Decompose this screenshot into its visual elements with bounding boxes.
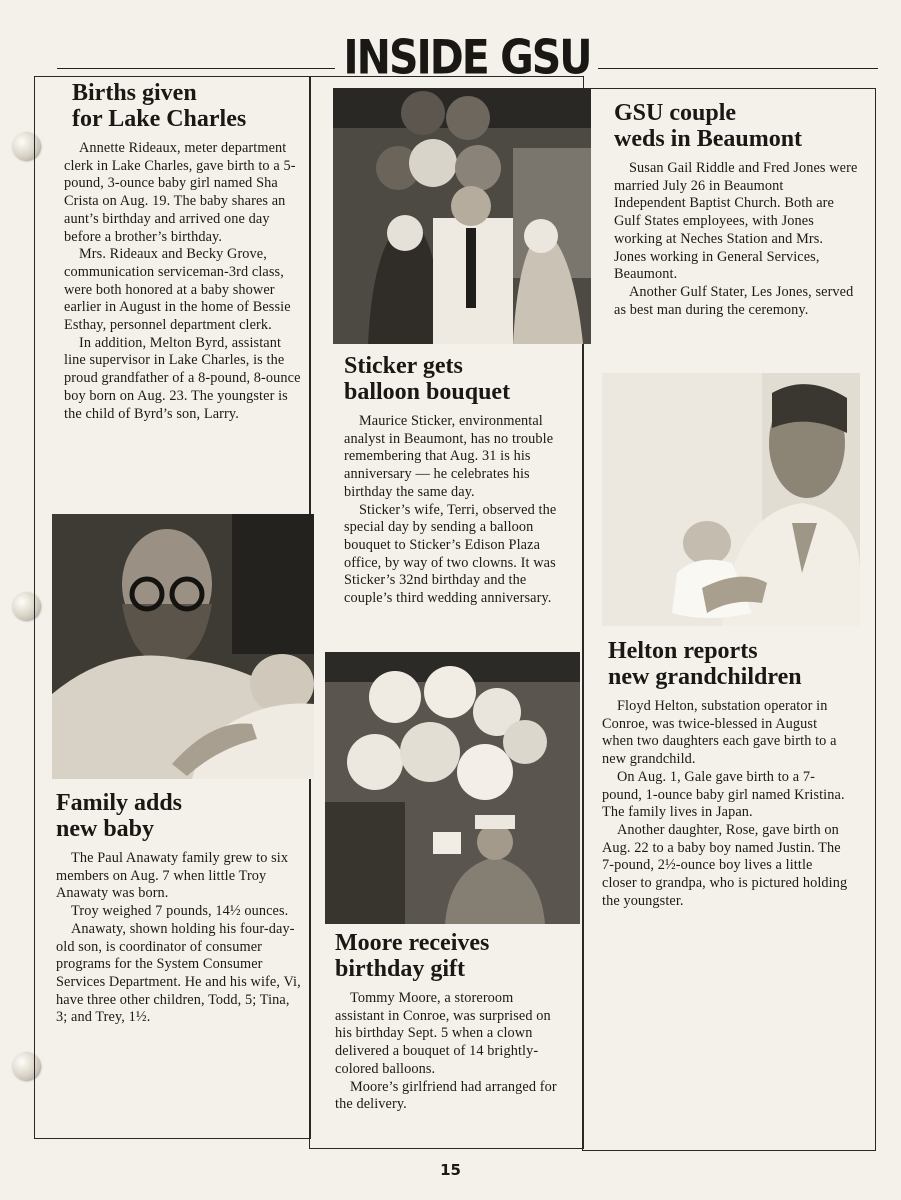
paragraph: Another daughter, Rose, gave birth on Aug. 22 to a baby boy named Justin. The 7-pound, 2½-ounce boy lives a little closer to grandpa, who is pictured holding the youngster.	[602, 821, 848, 909]
headline-line-1: GSU couple	[614, 100, 737, 126]
article-moore-body	[335, 990, 557, 1114]
photo-helton-with-grandchild	[602, 373, 860, 626]
paragraph: Anawaty, shown holding his four-day-old son, is coordinator of consumer programs for the System Consumer Services Department. He and his wife, Vi, have three other children, Todd, 5; Tina, 3; and Trey, 1½.	[56, 920, 301, 1026]
article-couple-headline	[614, 100, 858, 152]
article-couple	[614, 100, 858, 319]
photo-father-with-newborn	[52, 514, 314, 779]
headline-line-2: for Lake Charles	[72, 106, 247, 132]
paragraph: Another Gulf Stater, Les Jones, served as best man during the ceremony.	[614, 283, 854, 318]
headline-line-1: Sticker gets	[344, 353, 463, 379]
photo-moore-with-balloons	[325, 652, 580, 924]
article-helton	[602, 638, 848, 910]
article-births	[56, 80, 302, 423]
masthead-rule-left	[57, 68, 335, 69]
article-helton-headline	[602, 638, 848, 690]
masthead-title: INSIDE GSU	[343, 30, 591, 86]
article-births-headline	[56, 80, 302, 132]
article-sticker-body	[344, 413, 576, 608]
headline-line-2: new baby	[56, 816, 155, 842]
paragraph: Mrs. Rideaux and Becky Grove, communication serviceman-3rd class, were both honored at a baby shower earlier in August in the home of Bessie Esthay, personnel department clerk.	[64, 246, 291, 334]
headline-line-1: Moore receives	[335, 930, 490, 956]
article-family-body	[56, 850, 302, 1027]
article-family	[56, 790, 302, 1027]
paragraph: On Aug. 1, Gale gave birth to a 7-pound, 1-ounce baby girl named Kristina. The family lives in Japan.	[602, 768, 845, 821]
headline-line-2: weds in Beaumont	[614, 126, 803, 152]
paragraph: Sticker’s wife, Terri, observed the special day by sending a balloon bouquet to Sticker’s Edison Plaza office, by way of two clowns. It was Sticker’s 32nd birthday and the couple’s third wedding anniversary.	[344, 501, 557, 607]
paragraph: The Paul Anawaty family grew to six members on Aug. 7 when little Troy Anawaty was born.	[56, 850, 289, 902]
article-moore-headline	[335, 930, 557, 982]
paragraph: Floyd Helton, substation operator in Conroe, was twice-blessed in August when two daughters each gave birth to a new grandchild.	[602, 698, 837, 768]
paragraph: Troy weighed 7 pounds, 14½ ounces.	[71, 903, 289, 920]
headline-line-2: birthday gift	[335, 956, 466, 982]
masthead	[0, 30, 901, 86]
headline-line-1: Births given	[72, 80, 197, 106]
article-moore	[335, 930, 557, 1114]
article-couple-body	[614, 160, 858, 319]
headline-line-1: Helton reports	[608, 638, 758, 664]
masthead-rule-right	[598, 68, 878, 69]
paragraph: Tommy Moore, a storeroom assistant in Conroe, was surprised on his birthday Sept. 5 when a clown delivered a bouquet of 14 brightly-colored balloons.	[335, 990, 551, 1077]
article-sticker	[344, 353, 576, 608]
paragraph: In addition, Melton Byrd, assistant line supervisor in Lake Charles, is the proud grandfather of a 8-pound, 8-ounce boy born on Aug. 23. The youngster is the child of Byrd’s son, Larry.	[64, 334, 301, 422]
paragraph: Susan Gail Riddle and Fred Jones were married July 26 in Beaumont Independent Baptist Church. Both are Gulf States employees, with Jones working at Neches Station and Mrs. Jones working in General Services, Beaumont.	[614, 160, 858, 283]
page-number: 15	[440, 1161, 461, 1179]
headline-line-2: balloon bouquet	[344, 379, 511, 405]
paragraph: Moore’s girlfriend had arranged for the delivery.	[335, 1078, 557, 1113]
article-family-headline	[56, 790, 302, 842]
article-births-body	[56, 140, 302, 423]
article-sticker-headline	[344, 353, 576, 405]
headline-line-2: new grandchildren	[608, 664, 802, 690]
headline-line-1: Family adds	[56, 790, 183, 816]
paragraph: Annette Rideaux, meter department clerk in Lake Charles, gave birth to a 5-pound, 3-ounce baby girl named Sha Crista on Aug. 19. The baby shares an aunt’s birthday and arrived one day before a brother’s birthday.	[64, 140, 296, 245]
photo-sticker-with-clowns	[333, 88, 591, 344]
paragraph: Maurice Sticker, environmental analyst in Beaumont, has no trouble remembering that Aug. 31 is his anniversary — he celebrates his birthday the same day.	[344, 413, 554, 500]
article-helton-body	[602, 698, 848, 910]
